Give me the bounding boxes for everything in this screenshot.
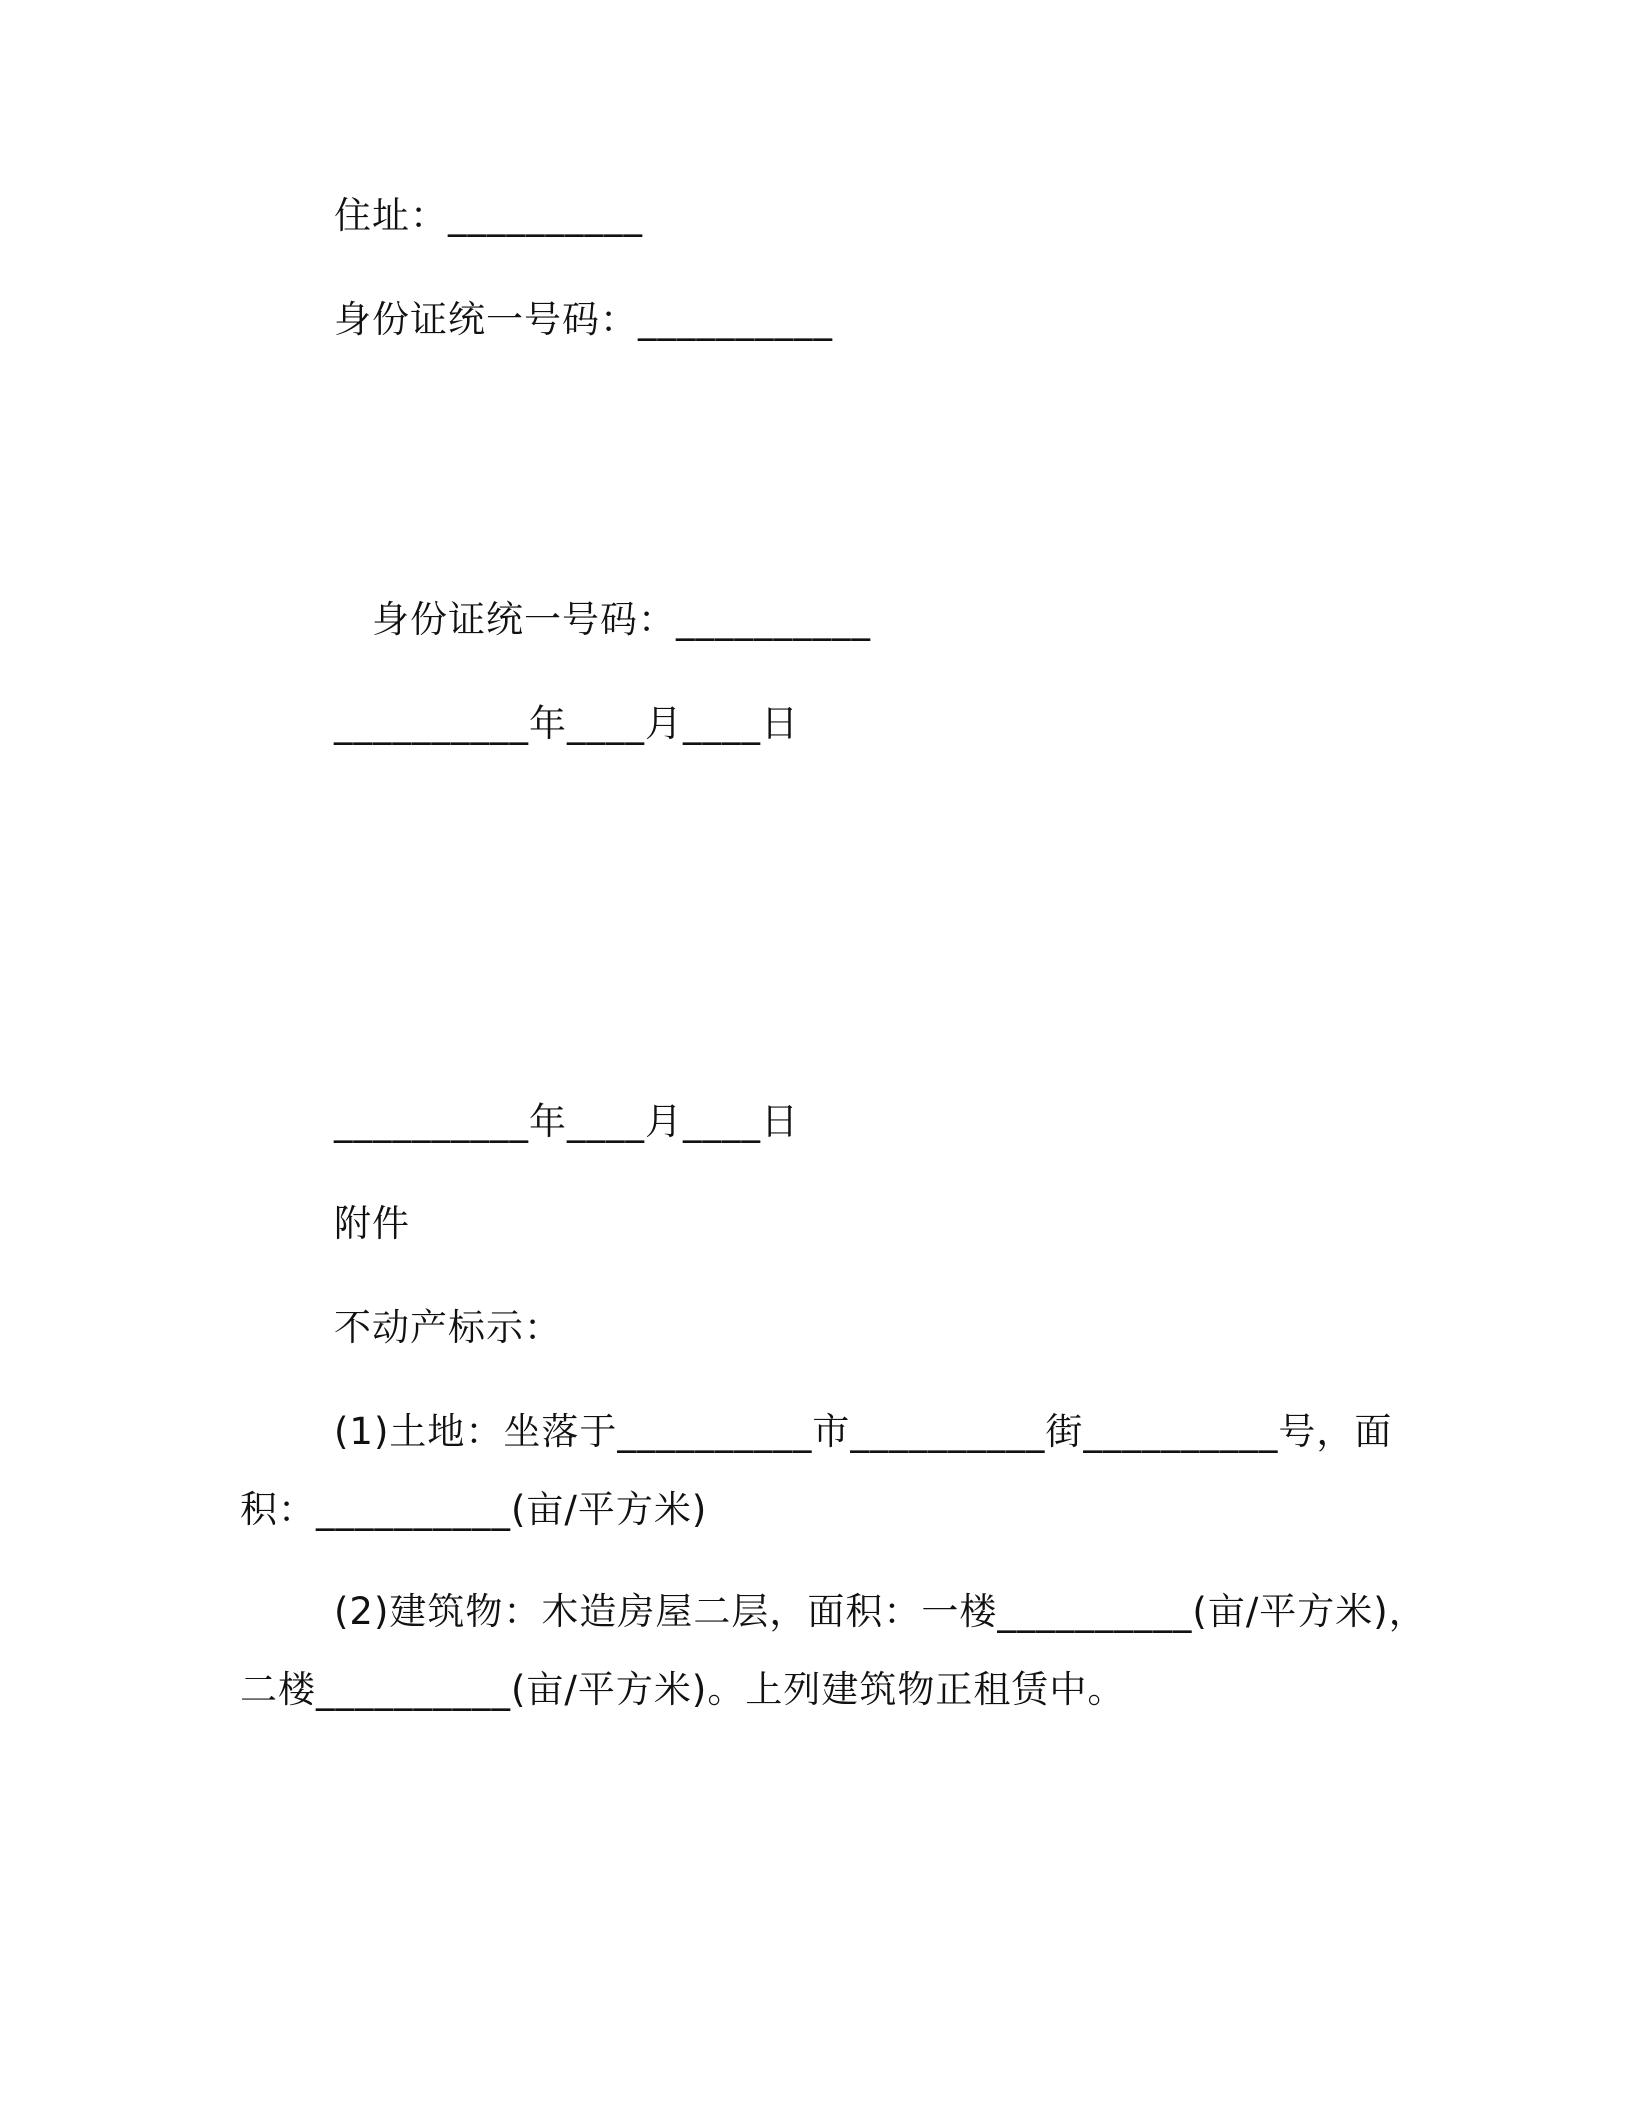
id-number-line-second: 身份证统一号码：__________ — [372, 598, 871, 641]
building-description-line-1: (2)建筑物：木造房屋二层，面积：一楼__________(亩/平方米)， — [334, 1590, 1427, 1633]
address-line: 住址：__________ — [334, 194, 643, 237]
property-label: 不动产标示： — [334, 1306, 562, 1349]
date-line: __________年____月____日 — [334, 702, 799, 745]
land-description-line-1: (1)土地：坐落于__________市__________街__________号，面 — [334, 1410, 1393, 1453]
building-description-line-2: 二楼__________(亩/平方米)。上列建筑物正租赁中。 — [240, 1668, 1126, 1711]
date-line-second: __________年____月____日 — [334, 1100, 799, 1143]
attachment-heading: 附件 — [334, 1202, 410, 1245]
land-description-line-2: 积：__________(亩/平方米) — [240, 1488, 708, 1531]
id-number-line: 身份证统一号码：__________ — [334, 298, 833, 341]
